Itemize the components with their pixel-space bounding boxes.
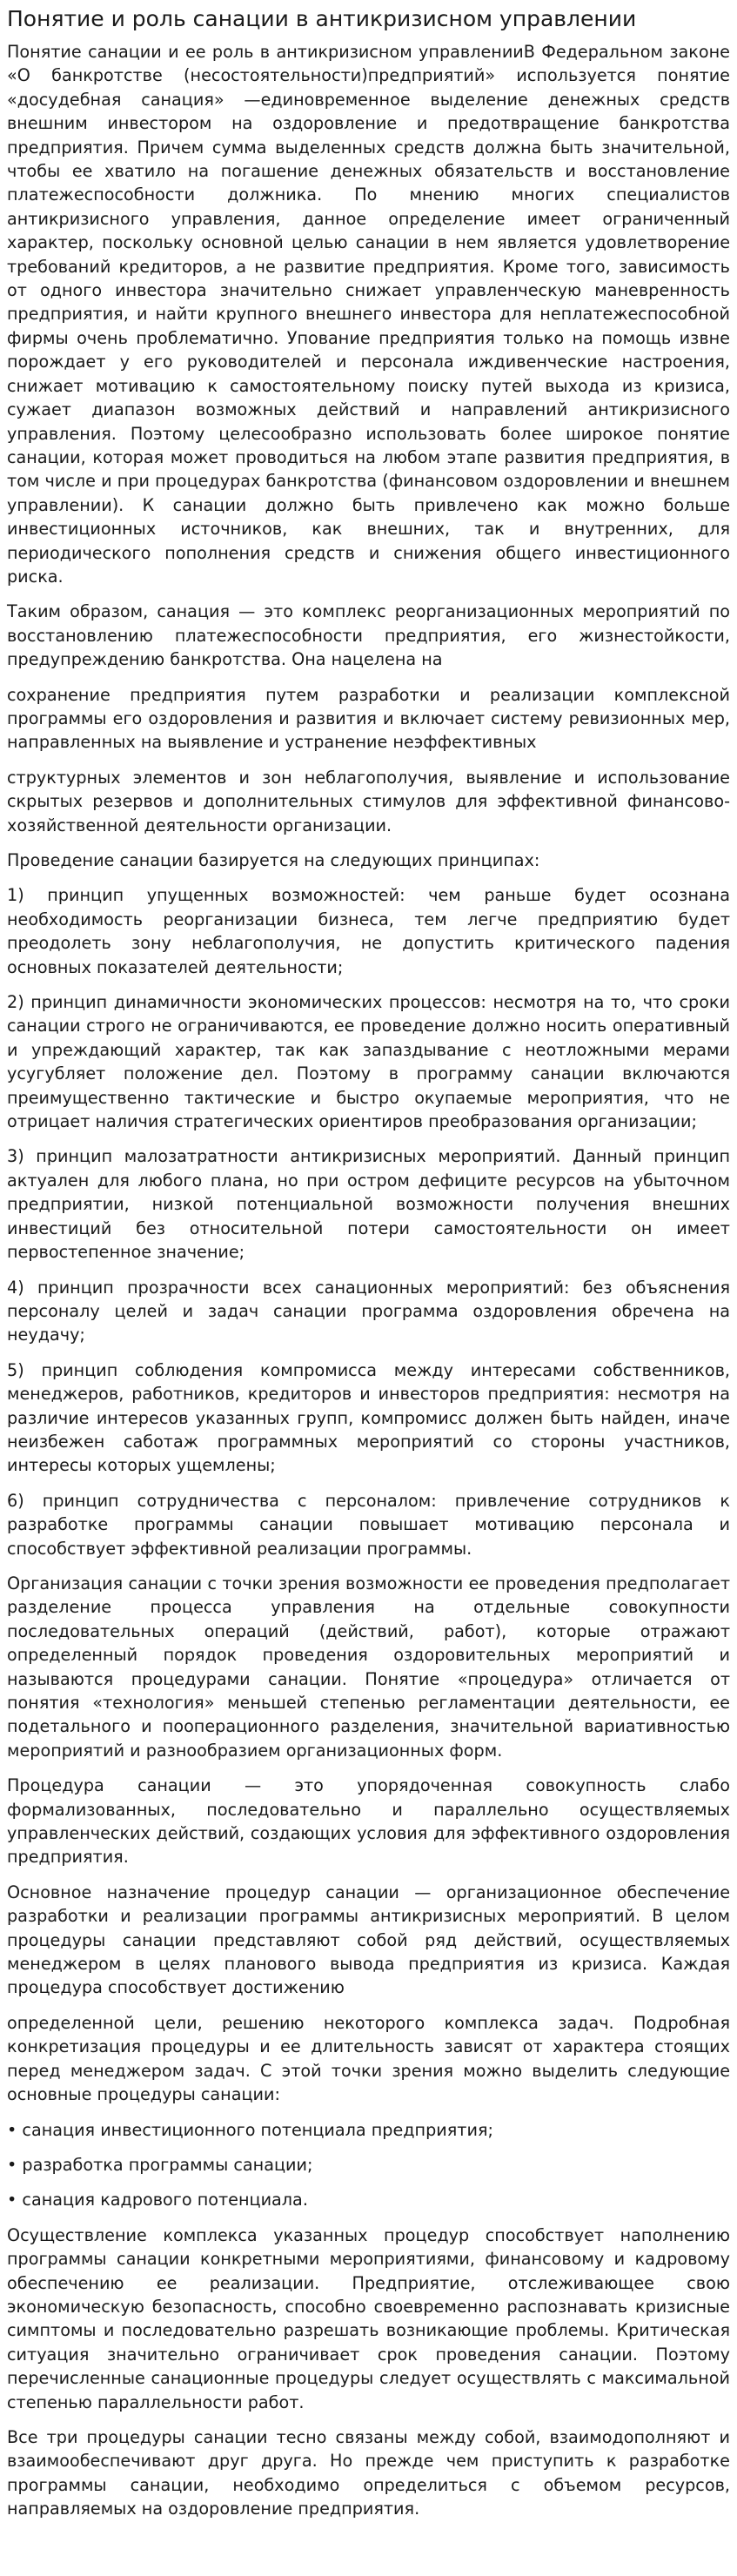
paragraph-procedure-purpose: Основное назначение процедур санации — организационное обеспечение разработки и реализации программы антикризисных мероприятий. В целом процедуры санации представляют собой ряд действий, осуществляемых менеджером в целях планового вывода предприятия из кризиса. Каждая процедура способствует достижению bbox=[7, 1882, 730, 1998]
list-item-personnel: • санация кадрового потенциала. bbox=[7, 2190, 308, 2210]
paragraph-definition: Таким образом, санация — это комплекс реорганизационных мероприятий по восстановлению платежеспособности предприятия, его жизнестойкости, предупреждению банкротства. Она нацелена на bbox=[7, 601, 730, 670]
principle-3: 3) принцип малозатратности антикризисных мероприятий. Данный принцип актуален для любого плана, но при остром дефиците ресурсов на убыточном предприятии, низкой потенциальной возможности получения внешних инвестиций без относительной потери самостоятельности он имеет первостепенное значение; bbox=[7, 1146, 730, 1263]
principle-2: 2) принцип динамичности экономических процессов: несмотря на то, что сроки санации строго не ограничиваются, ее проведение должно носить оперативный и упреждающий характер, так как запаздывание с неотложными мерами усугубляет положение дел. Поэтому в программу санации включаются преимущественно тактические и быстро окупаемые мероприятия, что не отрицает наличия стратегических ориентиров преобразования организации; bbox=[7, 992, 730, 1132]
principle-1: 1) принцип упущенных возможностей: чем раньше будет осознана необходимость реорганизации бизнеса, тем легче предприятию будет преодолеть зону неблагополучия, не допустить критического падения основных показателей деятельности; bbox=[7, 885, 730, 977]
paragraph-definition-cont: сохранение предприятия путем разработки и реализации комплексной программы его оздоровления и развития и включает систему ревизионных мер, направленных на выявление и устранение неэффективных bbox=[7, 684, 730, 753]
paragraph-conclusion: Все три процедуры санации тесно связаны между собой, взаимодополняют и взаимообеспечивают друг друга. Но прежде чем приступить к разработке программы санации, необходимо определиться с объемом ресурсов, направляемых на оздоровление предприятия. bbox=[7, 2426, 730, 2519]
list-item-program: • разработка программы санации; bbox=[7, 2154, 313, 2175]
paragraph-implementation: Осуществление комплекса указанных процедур способствует наполнению программы санации конкретными мероприятиями, финансовому и кадровому обеспечению ее реализации. Предприятие, отслеживающее свою экономическую безопасность, способно своевременно распознавать кризисные симптомы и последовательно разрешать возникающие проблемы. Критическая ситуация значительно ограничивает срок проведения санации. Поэтому перечисленные санационные процедуры следует осуществлять с максимальной степенью параллельности работ. bbox=[7, 2224, 730, 2412]
paragraph-intro: Понятие санации и ее роль в антикризисном управленииВ Федеральном законе «О банкротстве (несостоятельности)предприятий» используется понятие «досудебная санация» —единовременное выделение денежных средств внешним инвестором на оздоровление и предотвращение банкротства предприятия. Причем сумма выделенных средств должна быть значительной, чтобы ее хватило на погашение денежных обязательств и восстановление платежеспособности должника. По мнению многих специалистов антикризисного управления, данное определение имеет ограниченный характер, поскольку основной целью санации в нем является удовлетворение требований кредиторов, а не развитие предприятия. Кроме того, зависимость от одного инвестора значительно снижает управленческую маневренность предприятия, и найти крупного внешнего инвестора для неплатежеспособной фирмы очень проблематично. Упование предприятия только на помощь извне порождает у его руководителей и персонала иждивенческие настроения, снижает мотивацию к самостоятельному поиску путей выхода из кризиса, сужает диапазон возможных действий и направлений антикризисного управления. Поэтому целесообразно использовать более широкое понятие санации, которая может проводиться на любом этапе развития предприятия, в том числе и при процедурах банкротства (финансовом оздоровлении и внешнем управлении). К санации должно быть привлечено как можно больше инвестиционных источников, как внешних, так и внутренних, для периодического пополнения средств и снижения общего инвестиционного риска. bbox=[7, 42, 730, 587]
principle-4: 4) принцип прозрачности всех санационных мероприятий: без объяснения персоналу целей и задач санации программа оздоровления обречена на неудачу; bbox=[7, 1277, 730, 1345]
page-title: Понятие и роль санации в антикризисном управлении bbox=[7, 6, 637, 31]
paragraph-procedure-purpose-cont: определенной цели, решению некоторого комплекса задач. Подробная конкретизация процедуры и ее длительность зависят от характера стоящих перед менеджером задач. С этой точки зрения можно выделить следующие основные процедуры санации: bbox=[7, 2012, 730, 2105]
principle-6: 6) принцип сотрудничества с персоналом: привлечение сотрудников к разработке программы санации повышает мотивацию персонала и способствует эффективной реализации программы. bbox=[7, 1490, 730, 1559]
paragraph-principles-lead: Проведение санации базируется на следующих принципах: bbox=[7, 850, 540, 870]
paragraph-procedure-definition: Процедура санации — это упорядоченная совокупность слабо формализованных, последовательно и параллельно осуществляемых управленческих действий, создающих условия для эффективного оздоровления предприятия. bbox=[7, 1775, 730, 1868]
paragraph-organization: Организация санации с точки зрения возможности ее проведения предполагает разделение процесса управления на отдельные совокупности последовательных операций (действий, работ), которые отражают определенный порядок проведения оздоровительных мероприятий и называются процедурами санации. Понятие «процедура» отличается от понятия «технология» меньшей степенью регламентации деятельности, ее подетального и пооперационного разделения, значительной вариативностью мероприятий и разнообразием организационных форм. bbox=[7, 1573, 730, 1761]
list-item-investment: • санация инвестиционного потенциала предприятия; bbox=[7, 2119, 493, 2140]
paragraph-definition-end: структурных элементов и зон неблагополучия, выявление и использование скрытых резервов и дополнительных стимулов для эффективной финансово-хозяйственной деятельности организации. bbox=[7, 767, 730, 835]
principle-5: 5) принцип соблюдения компромисса между интересами собственников, менеджеров, работников, кредиторов и инвесторов предприятия: несмотря на различие интересов указанных групп, компромисс должен быть найден, иначе неизбежен саботаж программных мероприятий со стороны участников, интересы которых ущемлены; bbox=[7, 1359, 730, 1476]
